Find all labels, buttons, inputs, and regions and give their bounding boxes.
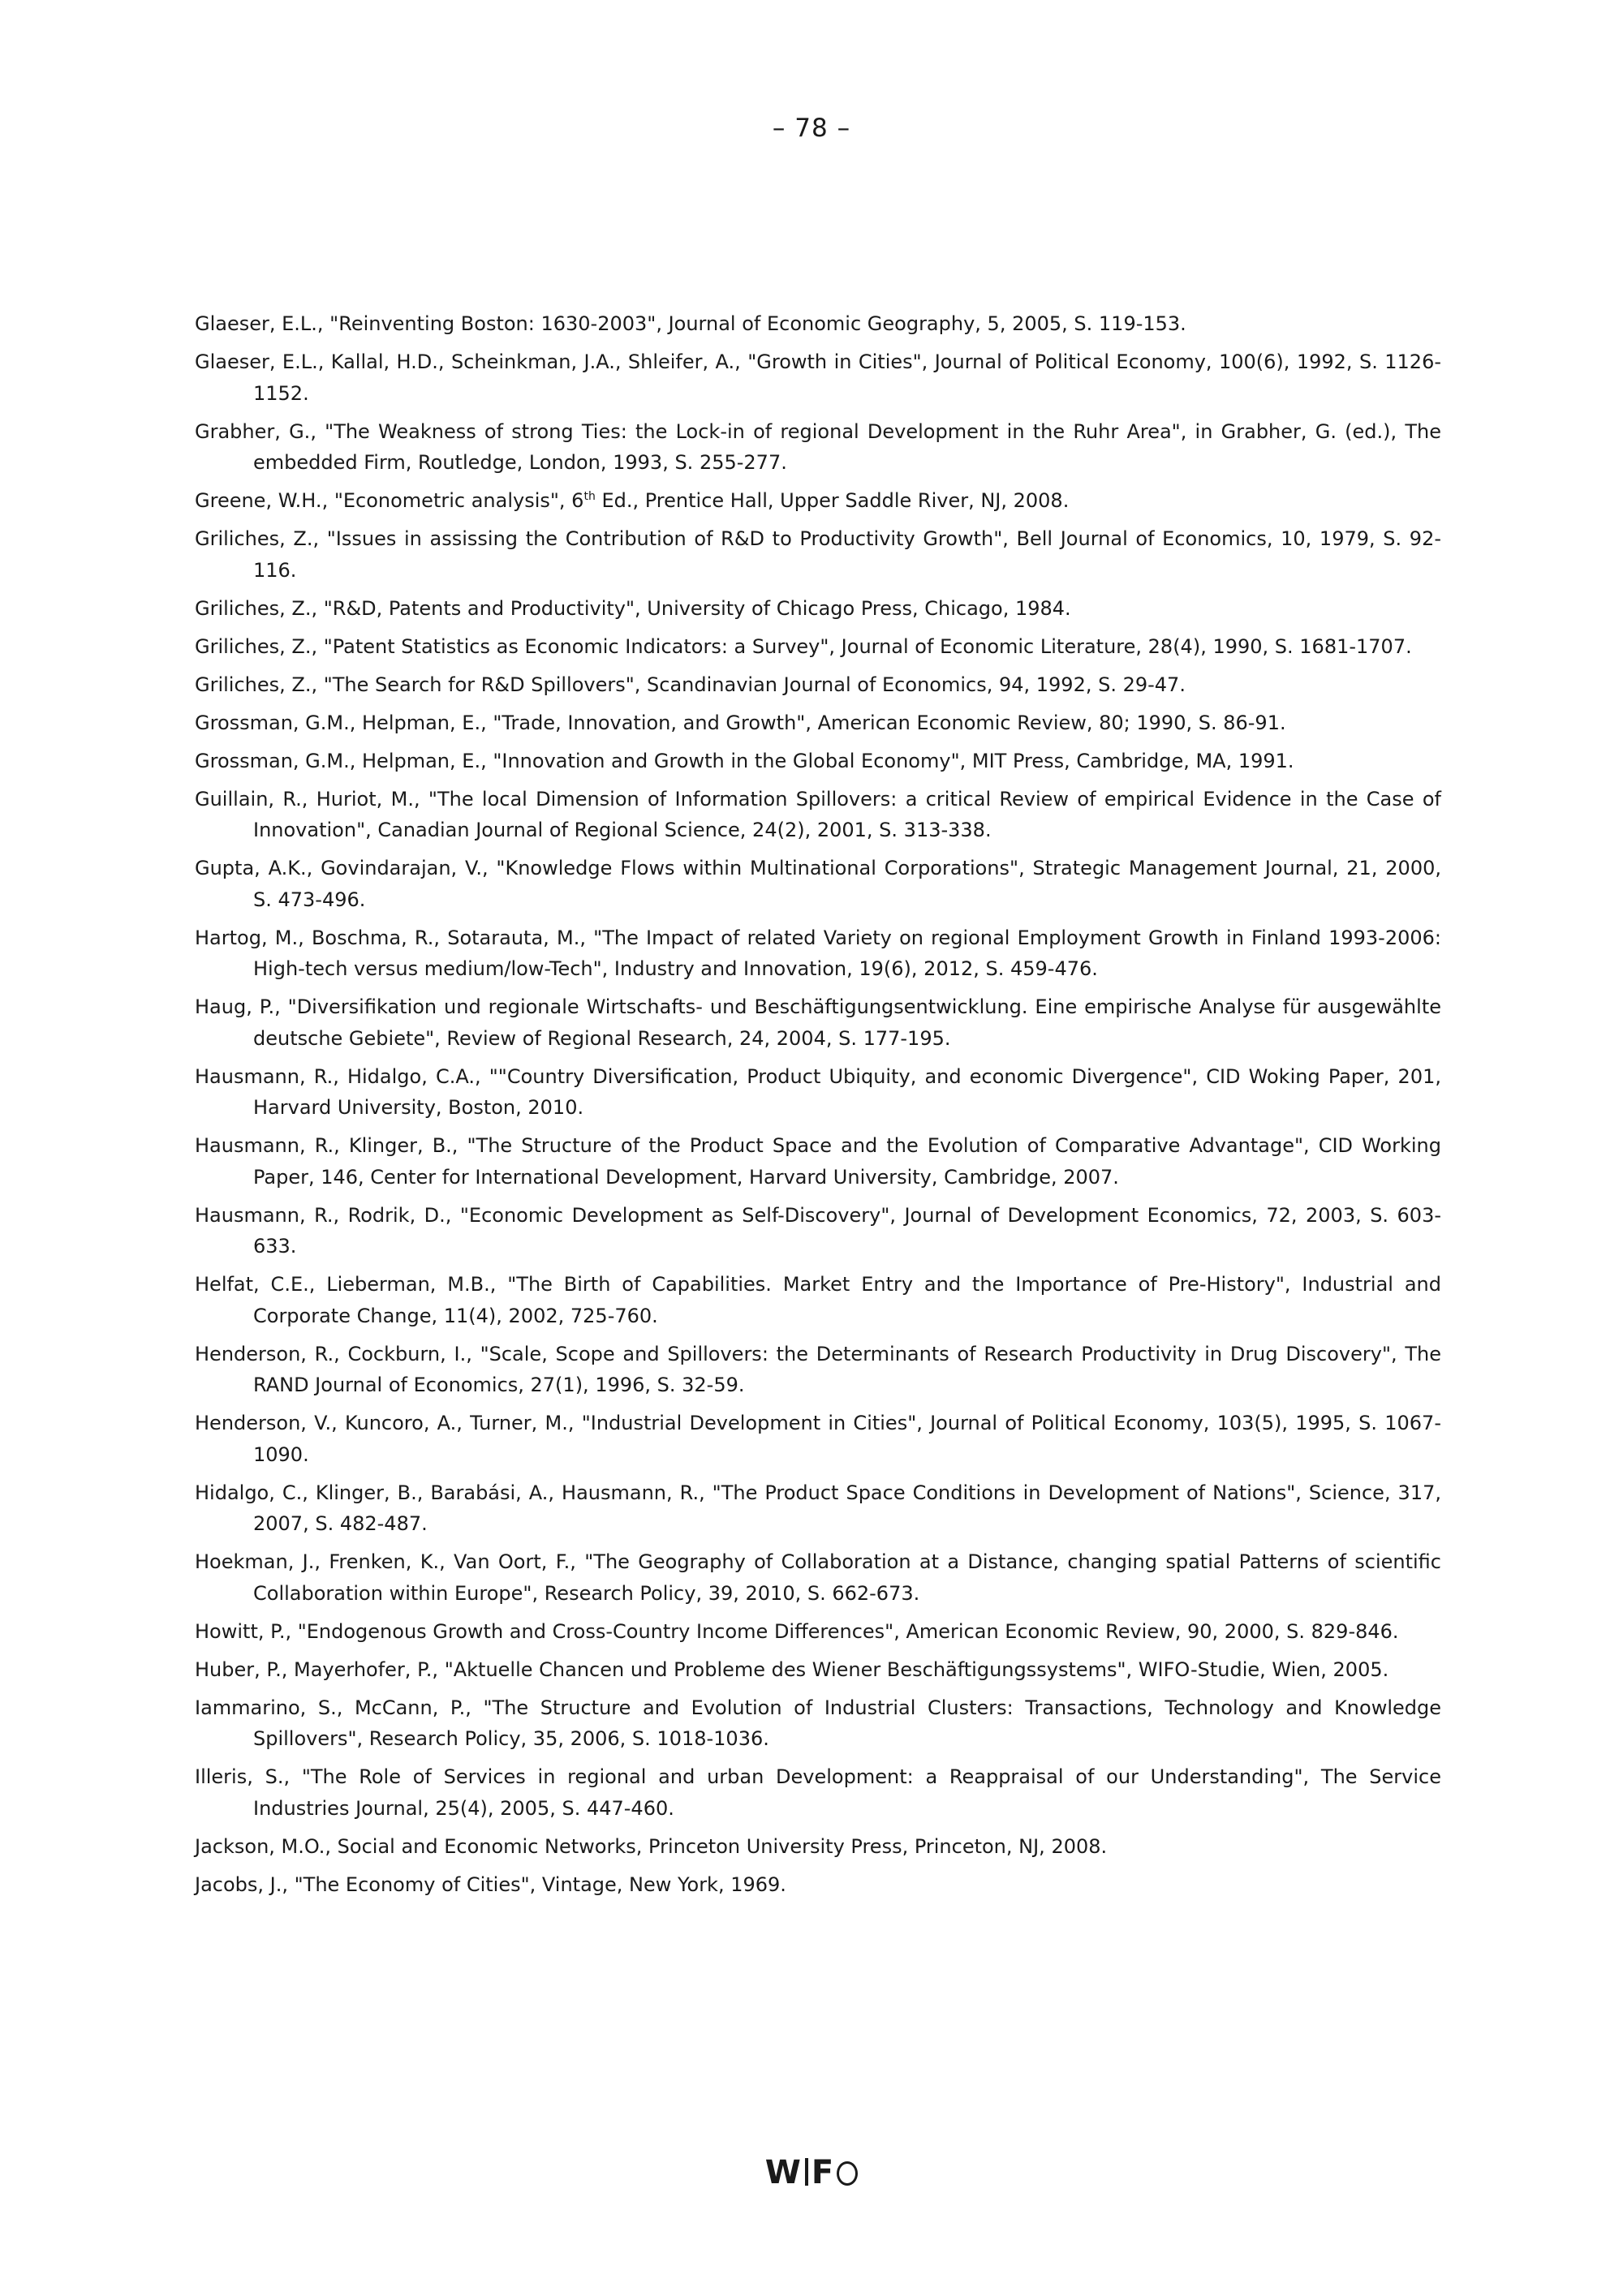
reference-item: Howitt, P., "Endogenous Growth and Cross-Country Income Differences", American Economic Review, 90, 2000, S. 829-846. [195, 1619, 1399, 1643]
reference-item: Iammarino, S., McCann, P., "The Structure and Evolution of Industrial Clusters: Transactions, Technology and Knowledge Spillovers", Research Policy, 35, 2006, S. 1018-1036. [195, 1696, 1441, 1750]
reference-item: Grossman, G.M., Helpman, E., "Innovation and Growth in the Global Economy", MIT Press, Cambridge, MA, 1991. [195, 749, 1294, 772]
reference-item: Glaeser, E.L., Kallal, H.D., Scheinkman, J.A., Shleifer, A., "Growth in Cities", Journal of Political Economy, 100(6), 1992, S. 1126-1152. [195, 350, 1441, 405]
reference-item: Grossman, G.M., Helpman, E., "Trade, Innovation, and Growth", American Economic Review, 80; 1990, S. 86-91. [195, 711, 1286, 734]
reference-item: Hausmann, R., Hidalgo, C.A., ""Country Diversification, Product Ubiquity, and economic Divergence", CID Woking Paper, 201, Harvard University, Boston, 2010. [195, 1064, 1441, 1119]
reference-item: Hoekman, J., Frenken, K., Van Oort, F., "The Geography of Collaboration at a Distance, changing spatial Patterns of scientific Collaboration within Europe", Research Policy, 39, 2010, S. 662-673. [195, 1550, 1441, 1605]
reference-item: Griliches, Z., "The Search for R&D Spillovers", Scandinavian Journal of Economics, 94, 1992, S. 29-47. [195, 673, 1186, 696]
reference-item: Grabher, G., "The Weakness of strong Ties: the Lock-in of regional Development in the Ruhr Area", in Grabher, G. (ed.), The embedded Firm, Routledge, London, 1993, S. 255-277. [195, 419, 1441, 474]
reference-item: Glaeser, E.L., "Reinventing Boston: 1630-2003", Journal of Economic Geography, 5, 2005, S. 119-153. [195, 312, 1186, 335]
reference-item: Haug, P., "Diversifikation und regionale Wirtschafts- und Beschäftigungsentwicklung. Eine empirische Analyse für ausgewählte deutsche Gebiete", Review of Regional Research, 24, 2004, S. 177-195. [195, 995, 1441, 1050]
reference-item: Griliches, Z., "Issues in assissing the Contribution of R&D to Productivity Growth", Bell Journal of Economics, 10, 1979, S. 92-116. [195, 527, 1441, 582]
reference-item: Hartog, M., Boschma, R., Sotarauta, M., "The Impact of related Variety on regional Employment Growth in Finland 1993-2006: High-tech versus medium/low-Tech", Industry and Innovation, 19(6), 2012, S. 459-476. [195, 926, 1441, 980]
reference-item: Hidalgo, C., Klinger, B., Barabási, A., Hausmann, R., "The Product Space Conditions in Development of Nations", Science, 317, 2007, S. 482-487. [195, 1481, 1441, 1535]
wifo-logo: W F [0, 2154, 1623, 2191]
reference-item: Hausmann, R., Rodrik, D., "Economic Development as Self-Discovery", Journal of Development Economics, 72, 2003, S. 603-633. [195, 1203, 1441, 1258]
reference-list [195, 308, 1441, 1907]
reference-item: Guillain, R., Huriot, M., "The local Dimension of Information Spillovers: a critical Review of empirical Evidence in the Case of Innovation", Canadian Journal of Regional Science, 24(2), 2001, S. 313-338. [195, 787, 1441, 841]
reference-item: Griliches, Z., "Patent Statistics as Economic Indicators: a Survey", Journal of Economic Literature, 28(4), 1990, S. 1681-1707. [195, 634, 1412, 658]
reference-item: Jackson, M.O., Social and Economic Networks, Princeton University Press, Princeton, NJ, 2008. [195, 1834, 1108, 1858]
page-number: – 78 – [772, 114, 851, 143]
reference-item: Henderson, R., Cockburn, I., "Scale, Scope and Spillovers: the Determinants of Research Productivity in Drug Discovery", The RAND Journal of Economics, 27(1), 1996, S. 32-59. [195, 1342, 1441, 1396]
reference-item: Gupta, A.K., Govindarajan, V., "Knowledge Flows within Multinational Corporations", Strategic Management Journal, 21, 2000, S. 473-496. [195, 857, 1441, 911]
reference-item: Illeris, S., "The Role of Services in regional and urban Development: a Reappraisal of our Understanding", The Service Industries Journal, 25(4), 2005, S. 447-460. [195, 1765, 1441, 1820]
reference-item: Jacobs, J., "The Economy of Cities", Vintage, New York, 1969. [195, 1872, 786, 1896]
reference-item: Huber, P., Mayerhofer, P., "Aktuelle Chancen und Probleme des Wiener Beschäftigungssystems", WIFO-Studie, Wien, 2005. [195, 1658, 1389, 1681]
reference-item: Greene, W.H., "Econometric analysis", 6th Ed., Prentice Hall, Upper Saddle River, NJ, 2008. [195, 489, 1070, 512]
reference-item: Hausmann, R., Klinger, B., "The Structure of the Product Space and the Evolution of Comparative Advantage", CID Working Paper, 146, Center for International Development, Harvard University, Cambridge, 2007. [195, 1134, 1441, 1189]
reference-item: Helfat, C.E., Lieberman, M.B., "The Birth of Capabilities. Market Entry and the Importance of Pre-History", Industrial and Corporate Change, 11(4), 2002, 725-760. [195, 1273, 1441, 1327]
reference-item: Griliches, Z., "R&D, Patents and Productivity", University of Chicago Press, Chicago, 1984. [195, 596, 1071, 620]
reference-item: Henderson, V., Kuncoro, A., Turner, M., "Industrial Development in Cities", Journal of Political Economy, 103(5), 1995, S. 1067-1090. [195, 1412, 1441, 1466]
